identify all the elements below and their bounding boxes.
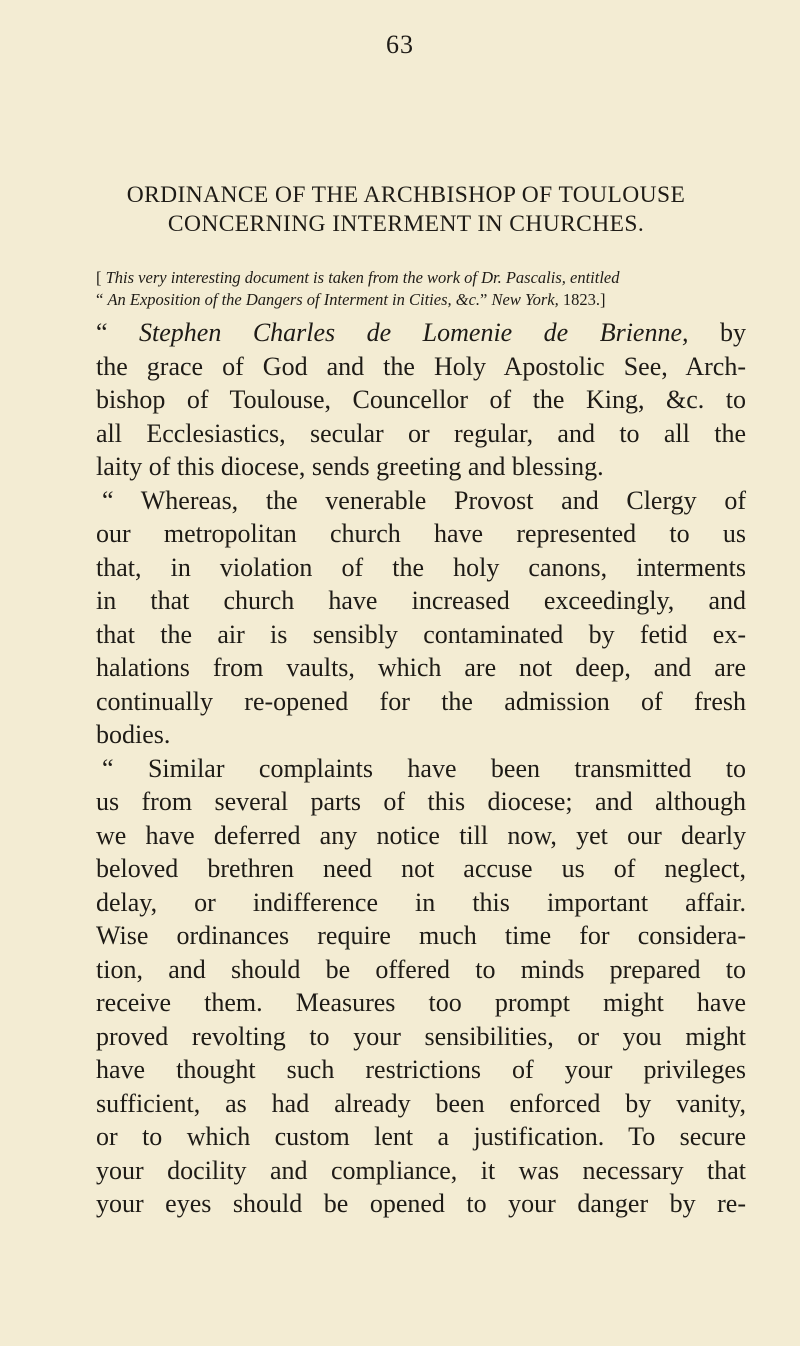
text-line: Wise ordinances require much time for considera- — [96, 921, 746, 950]
text-line: continually re-opened for the admission of fresh — [96, 686, 746, 716]
title-line-1: ORDINANCE OF THE ARCHBISHOP OF TOULOUSE — [126, 182, 686, 208]
note-place: New York, — [491, 290, 559, 309]
title-line-2: CONCERNING INTERMENT IN CHURCHES. — [167, 211, 645, 237]
text-line: bishop of Toulouse, Councellor of the King, &c. to — [96, 385, 746, 414]
text-line: our metropolitan church have represented to us — [96, 519, 746, 548]
text-line: laity of this diocese, sends greeting and blessing. — [96, 452, 604, 481]
text-line: halations from vaults, which are not deep, and are — [96, 653, 746, 682]
text-line: your eyes should be opened to your danger by re- — [96, 1189, 746, 1218]
text-line: delay, or indifference in this important affair. — [96, 887, 746, 917]
text-line: your docility and compliance, it was necessary that — [96, 1155, 746, 1185]
text-line: in that church have increased exceedingly, and — [96, 586, 746, 615]
text-line: all Ecclesiastics, secular or regular, and to all the — [96, 418, 746, 448]
note-line-1 — [96, 267, 746, 289]
note-line-2 — [96, 289, 746, 311]
text-line: sufficient, as had already been enforced by vanity, — [96, 1088, 746, 1118]
note-text: This very interesting document is taken from the work of Dr. Pascalis, entitled — [105, 268, 620, 287]
page-number: 63 — [386, 30, 414, 59]
text-line: proved revolting to your sensibilities, or you might — [96, 1021, 746, 1051]
text-line: have thought such restrictions of your privileges — [96, 1055, 746, 1084]
note-year: 1823.] — [558, 290, 606, 309]
text-line: tion, and should be offered to minds prepared to — [96, 954, 746, 984]
text-line: the grace of God and the Holy Apostolic See, Arch- — [96, 351, 746, 381]
editorial-note — [96, 267, 746, 311]
text-line: that the air is sensibly contaminated by fetid ex- — [96, 619, 746, 649]
text-line: “ Similar complaints have been transmitted to — [102, 753, 746, 783]
text-line: that, in violation of the holy canons, interments — [96, 552, 746, 582]
text-line: receive them. Measures too prompt might have — [96, 988, 746, 1017]
text-line — [96, 316, 746, 350]
note-close-quote: ” — [480, 290, 492, 309]
text-fragment: by — [688, 318, 746, 347]
text-line: “ Whereas, the venerable Provost and Clergy of — [102, 485, 746, 515]
text-line: beloved brethren need not accuse us of neglect, — [96, 854, 746, 883]
note-bracket: [ — [96, 268, 106, 287]
text-line: us from several parts of this diocese; and although — [96, 787, 746, 816]
note-open-quote: “ — [96, 290, 108, 309]
text-line: bodies. — [96, 720, 171, 749]
opening-quote: “ — [96, 318, 140, 347]
archbishop-name: Stephen Charles de Lomenie de Brienne, — [139, 318, 689, 347]
text-line: we have deferred any notice till now, yet our dearly — [96, 820, 746, 850]
text-line: or to which custom lent a justification. To secure — [96, 1122, 746, 1151]
note-book-title: An Exposition of the Dangers of Interment in Cities, &c. — [107, 290, 481, 309]
body-text — [96, 316, 746, 1221]
page-title — [70, 181, 742, 239]
